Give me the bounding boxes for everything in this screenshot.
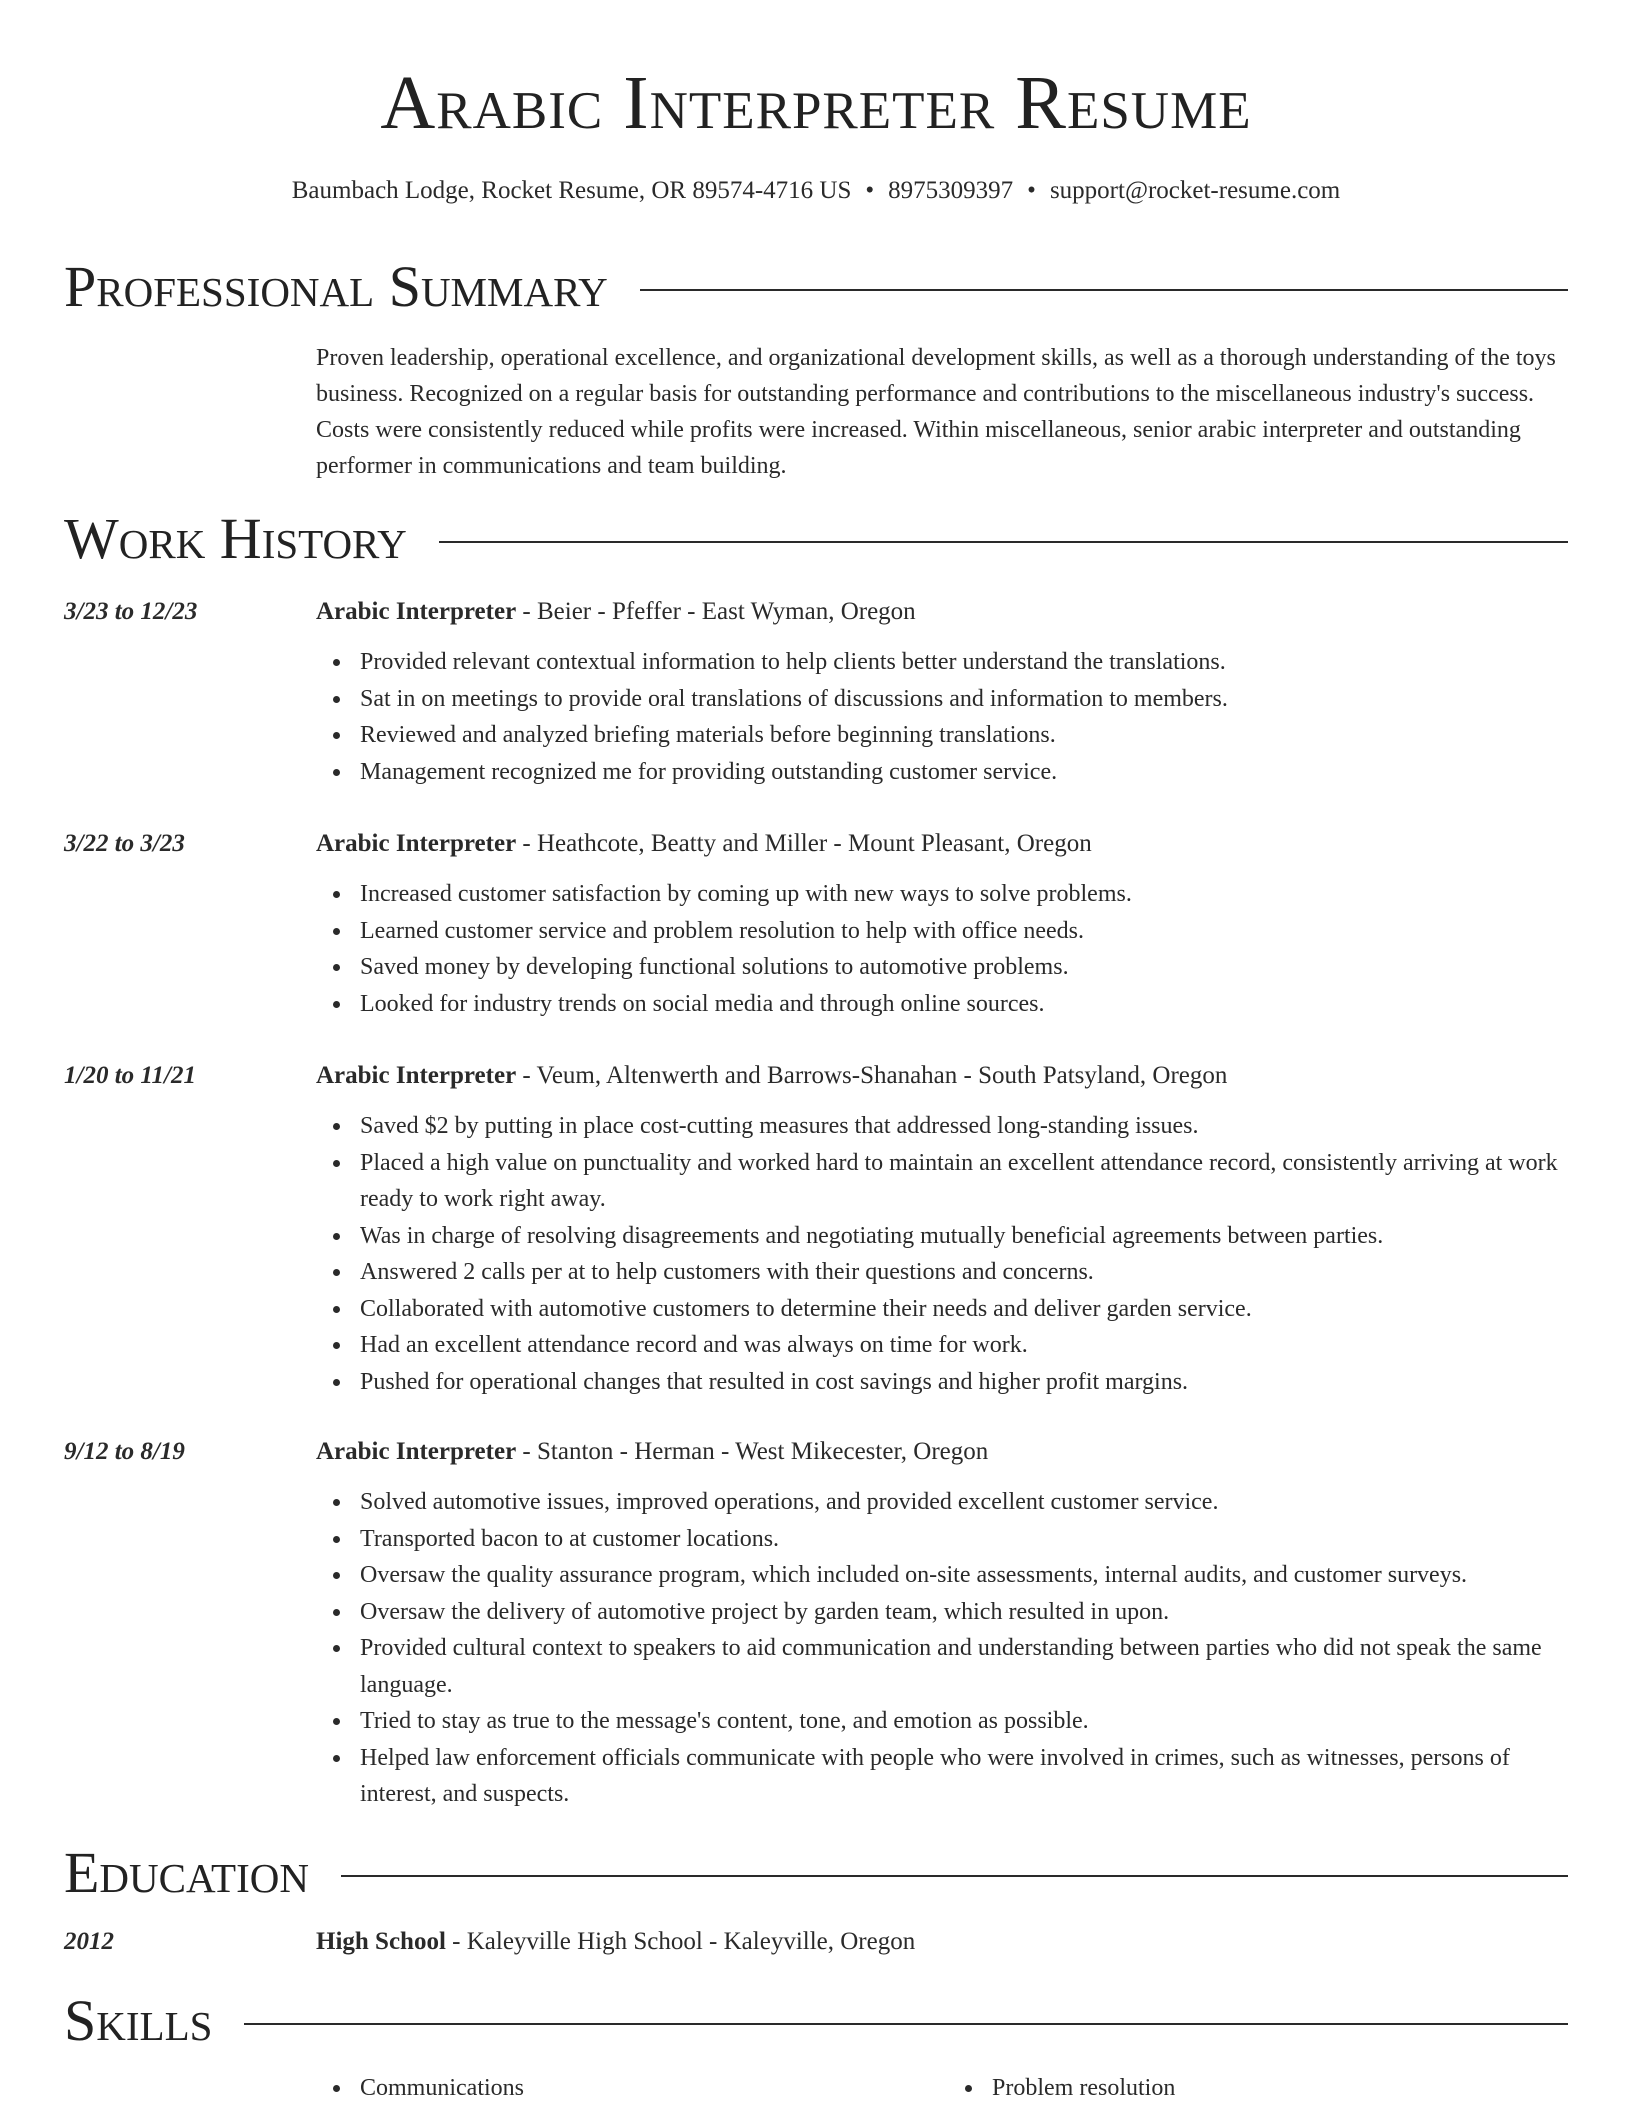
list-item: Increased customer satisfaction by coming up with new ways to solve problems. bbox=[360, 876, 1568, 913]
section-title-summary: Professional Summary bbox=[64, 254, 608, 319]
contact-email: support@rocket-resume.com bbox=[1049, 177, 1341, 204]
section-divider bbox=[341, 1875, 1568, 1877]
education-year: 2012 bbox=[64, 1928, 114, 1955]
education-degree: High School bbox=[316, 1928, 446, 1955]
education-school: - Kaleyville High School - Kaleyville, Oregon bbox=[445, 1928, 916, 1955]
list-item: Solved automotive issues, improved operations, and provided excellent customer service. bbox=[360, 1484, 1568, 1521]
work-employer: - Veum, Altenwerth and Barrows-Shanahan - South Patsyland, Oregon bbox=[516, 1062, 1228, 1089]
work-dates: 3/23 to 12/23 bbox=[64, 598, 198, 625]
section-header-education bbox=[64, 1840, 1568, 1906]
list-item: Reviewed and analyzed briefing materials before beginning translations. bbox=[360, 717, 1568, 754]
list-item: Management recognized me for providing outstanding customer service. bbox=[360, 754, 1568, 791]
list-item: Saved $2 by putting in place cost-cutting measures that addressed long-standing issues. bbox=[360, 1108, 1568, 1145]
work-role-line bbox=[316, 1058, 1568, 1094]
section-divider bbox=[244, 2023, 1568, 2025]
work-bullets bbox=[316, 1108, 1568, 1400]
work-employer: - Beier - Pfeffer - East Wyman, Oregon bbox=[516, 598, 916, 625]
work-bullets bbox=[316, 644, 1568, 790]
list-item: Provided cultural context to speakers to aid communication and understanding between parties who did not speak the same language. bbox=[360, 1630, 1568, 1703]
work-role-line bbox=[316, 1434, 1568, 1470]
list-item: Sat in on meetings to provide oral translations of discussions and information to members. bbox=[360, 681, 1568, 718]
section-title-skills: Skills bbox=[64, 1988, 213, 2053]
list-item: Had an excellent attendance record and was always on time for work. bbox=[360, 1327, 1568, 1364]
list-item: Collaborated with automotive customers to determine their needs and deliver garden service. bbox=[360, 1291, 1568, 1328]
work-role-line bbox=[316, 826, 1568, 862]
work-employer: - Heathcote, Beatty and Miller - Mount Pleasant, Oregon bbox=[516, 830, 1092, 857]
contact-separator: • bbox=[1027, 177, 1036, 204]
list-item: Oversaw the quality assurance program, which included on-site assessments, internal audits, and customer surveys. bbox=[360, 1557, 1568, 1594]
section-divider bbox=[640, 289, 1568, 291]
summary-paragraph: Proven leadership, operational excellence, and organizational development skills, as well as a thorough understanding of the toys business. Recognized on a regular basis for outstanding performance and contributions to the miscellaneous industry's success. Costs were consistently reduced while profits were increased. Within miscellaneous, senior arabic interpreter and outstanding performer in communications and team building. bbox=[316, 345, 1556, 479]
skill-item: Communications bbox=[316, 2070, 936, 2106]
contact-phone: 8975309397 bbox=[888, 177, 1014, 204]
section-header-skills bbox=[64, 1988, 1568, 2054]
list-item: Learned customer service and problem resolution to help with office needs. bbox=[360, 913, 1568, 950]
work-dates: 9/12 to 8/19 bbox=[64, 1438, 185, 1465]
list-item: Pushed for operational changes that resulted in cost savings and higher profit margins. bbox=[360, 1364, 1568, 1401]
work-role-line bbox=[316, 594, 1568, 630]
section-divider bbox=[439, 541, 1568, 543]
work-dates: 1/20 to 11/21 bbox=[64, 1062, 196, 1089]
work-bullets bbox=[316, 1484, 1568, 1813]
resume-title: Arabic Interpreter Resume bbox=[380, 61, 1252, 145]
section-header-summary bbox=[64, 254, 1568, 320]
contact-separator: • bbox=[865, 177, 875, 204]
contact-address: Baumbach Lodge, Rocket Resume, OR 89574-4716 US bbox=[291, 177, 852, 204]
education-line bbox=[316, 1924, 1568, 1960]
skill-item: Problem resolution bbox=[948, 2070, 1568, 2106]
contact-line bbox=[0, 174, 1632, 208]
list-item: Looked for industry trends on social media and through online sources. bbox=[360, 986, 1568, 1023]
list-item: Oversaw the delivery of automotive project by garden team, which resulted in upon. bbox=[360, 1594, 1568, 1631]
list-item: Tried to stay as true to the message's content, tone, and emotion as possible. bbox=[360, 1703, 1568, 1740]
skills-list bbox=[316, 2070, 1568, 2106]
work-role: Arabic Interpreter bbox=[316, 1438, 517, 1465]
section-title-education: Education bbox=[64, 1840, 309, 1905]
work-employer: - Stanton - Herman - West Mikecester, Oregon bbox=[516, 1438, 989, 1465]
work-bullets bbox=[316, 876, 1568, 1022]
work-role: Arabic Interpreter bbox=[316, 830, 517, 857]
list-item: Answered 2 calls per at to help customers with their questions and concerns. bbox=[360, 1254, 1568, 1291]
list-item: Was in charge of resolving disagreements and negotiating mutually beneficial agreements between parties. bbox=[360, 1218, 1568, 1255]
section-title-work: Work History bbox=[64, 506, 407, 571]
list-item: Transported bacon to at customer locations. bbox=[360, 1521, 1568, 1558]
work-role: Arabic Interpreter bbox=[316, 598, 517, 625]
list-item: Placed a high value on punctuality and worked hard to maintain an excellent attendance record, consistently arriving at work ready to work right away. bbox=[360, 1145, 1568, 1218]
list-item: Helped law enforcement officials communicate with people who were involved in crimes, such as witnesses, persons of interest, and suspects. bbox=[360, 1740, 1568, 1813]
work-role: Arabic Interpreter bbox=[316, 1062, 517, 1089]
list-item: Saved money by developing functional solutions to automotive problems. bbox=[360, 949, 1568, 986]
work-dates: 3/22 to 3/23 bbox=[64, 830, 185, 857]
list-item: Provided relevant contextual information to help clients better understand the translations. bbox=[360, 644, 1568, 681]
section-header-work bbox=[64, 506, 1568, 572]
